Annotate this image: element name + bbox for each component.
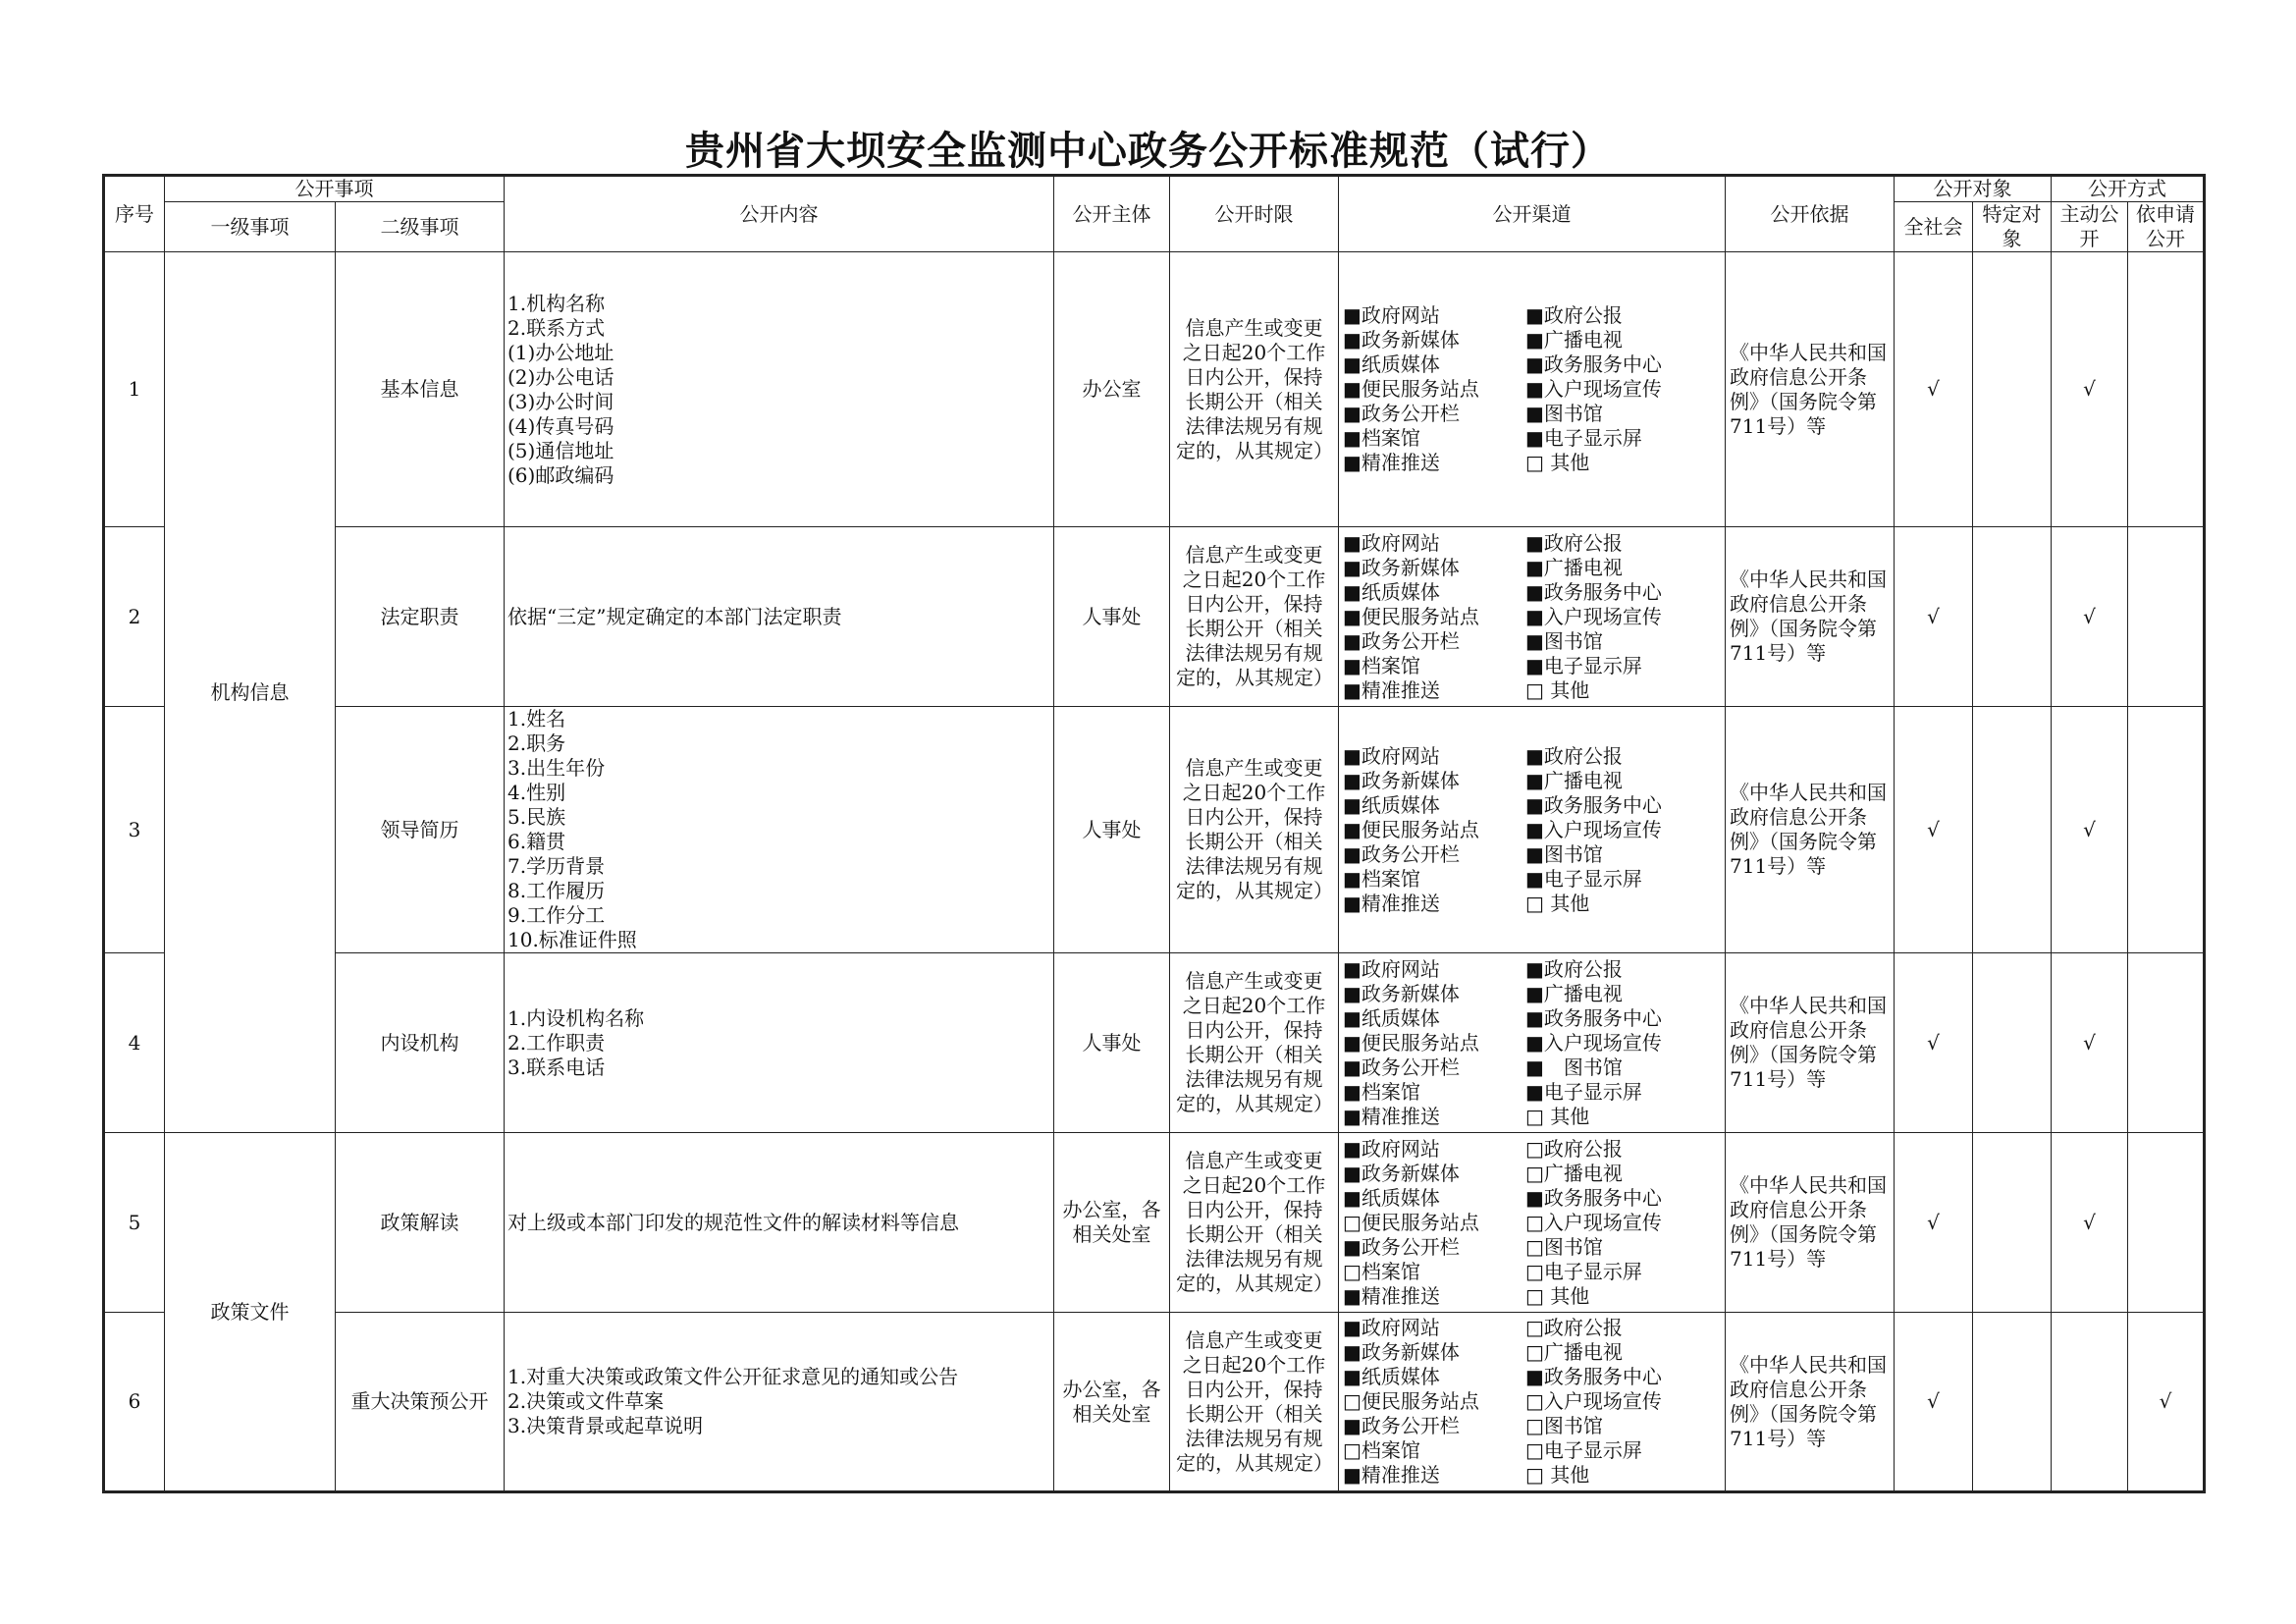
level2-item: 法定职责 (336, 527, 505, 707)
table-row (104, 953, 2205, 1133)
disclosure-basis: 《中华人民共和国政府信息公开条例》（国务院令第711号）等 (1726, 953, 1895, 1133)
channel-list (1339, 531, 1725, 703)
level2-item: 内设机构 (336, 953, 505, 1133)
content-line: 1.内设机构名称 (507, 1005, 645, 1030)
channel-item: ■精准推送 (1343, 1463, 1440, 1487)
channel-list (1339, 1316, 1725, 1488)
channel-item: ■政务服务中心 (1525, 1005, 1662, 1030)
channel-item: ■政府公报 (1525, 303, 1623, 327)
channel-item: ■便民服务站点 (1343, 604, 1479, 628)
channel-item: ■政府公报 (1525, 530, 1623, 555)
level1-category: 政策文件 (165, 1133, 336, 1492)
disclosure-subject: 人事处 (1054, 527, 1170, 707)
disclosure-basis: 《中华人民共和国政府信息公开条例》（国务院令第711号）等 (1726, 252, 1895, 527)
channel-item: ■广播电视 (1525, 555, 1623, 579)
channel-item: ■入户现场宣传 (1525, 604, 1662, 628)
disclosure-timing: 信息产生或变更之日起20个工作日内公开，保持长期公开（相关法律法规另有规定的，从其规定） (1170, 707, 1339, 953)
header-method-active: 主动公开 (2052, 202, 2128, 252)
header-method-apply: 依申请公开 (2128, 202, 2205, 252)
channel-item: ■精准推送 (1343, 1283, 1440, 1308)
content-line: 6.籍贯 (507, 830, 566, 853)
channel-item: □ 其他 (1525, 451, 1590, 474)
level2-item: 领导简历 (336, 707, 505, 953)
channel-item: ■政府网站 (1343, 743, 1440, 768)
channel-item: □广播电视 (1525, 1340, 1623, 1364)
channel-item: ■广播电视 (1525, 328, 1623, 352)
method-active-mark: √ (2052, 953, 2128, 1133)
disclosure-channels (1339, 252, 1726, 527)
disclosure-subject: 人事处 (1054, 953, 1170, 1133)
channel-item: ■政务服务中心 (1525, 1185, 1662, 1210)
disclosure-content (505, 252, 1054, 527)
target-all-mark: √ (1895, 527, 1973, 707)
table-row (104, 707, 2205, 953)
level2-item: 基本信息 (336, 252, 505, 527)
header-target-all: 全社会 (1895, 202, 1973, 252)
content-line: 2.工作职责 (507, 1030, 606, 1055)
channel-item: ■政务新媒体 (1343, 555, 1460, 579)
channel-item: ■政务新媒体 (1343, 981, 1460, 1005)
channel-item: ■档案馆 (1343, 653, 1420, 677)
header-content: 公开内容 (505, 176, 1054, 252)
content-line: (2)办公电话 (507, 364, 614, 389)
content-line: 1.机构名称 (507, 291, 606, 315)
channel-item: □政府公报 (1525, 1136, 1623, 1161)
page-title: 贵州省大坝安全监测中心政务公开标准规范（试行） (685, 129, 1611, 174)
channel-item: □ 其他 (1525, 1104, 1590, 1128)
channel-item: ■政府网站 (1343, 1316, 1440, 1339)
channel-item: ■纸质媒体 (1343, 352, 1440, 376)
row-seq: 2 (104, 527, 165, 707)
content-line: (3)办公时间 (507, 389, 614, 413)
channel-item: ■纸质媒体 (1343, 1005, 1440, 1030)
channel-item: □ 其他 (1525, 1283, 1590, 1308)
content-line: 2.职务 (507, 731, 566, 755)
target-specific-mark (1973, 527, 2052, 707)
channel-item: ■入户现场宣传 (1525, 817, 1662, 841)
row-seq: 1 (104, 252, 165, 527)
content-line: 对上级或本部门印发的规范性文件的解读材料等信息 (507, 1210, 959, 1234)
disclosure-subject: 人事处 (1054, 707, 1170, 953)
method-active-mark: √ (2052, 707, 2128, 953)
channel-item: ■政府公报 (1525, 956, 1623, 981)
disclosure-content (505, 1133, 1054, 1313)
channel-item: ■电子显示屏 (1525, 1079, 1642, 1104)
channel-item: ■政府网站 (1343, 956, 1440, 981)
disclosure-channels (1339, 1133, 1726, 1313)
channel-item: ■政务新媒体 (1343, 1161, 1460, 1185)
channel-item: ■档案馆 (1343, 426, 1420, 450)
table-row (104, 1133, 2205, 1313)
content-line: (6)邮政编码 (507, 462, 614, 487)
channel-item: □图书馆 (1525, 1234, 1603, 1259)
content-line: 4.性别 (507, 781, 566, 804)
header-timing: 公开时限 (1170, 176, 1339, 252)
content-line: 10.标准证件照 (507, 928, 637, 951)
channel-item: ■政务新媒体 (1343, 768, 1460, 792)
channel-item: ■便民服务站点 (1343, 377, 1479, 401)
channel-item: ■纸质媒体 (1343, 1185, 1440, 1210)
channel-item: ■政务公开栏 (1343, 628, 1460, 653)
level2-item: 重大决策预公开 (336, 1313, 505, 1492)
target-all-mark: √ (1895, 953, 1973, 1133)
content-line: 3.决策背景或起草说明 (507, 1414, 704, 1437)
channel-item: ■精准推送 (1343, 891, 1440, 915)
method-apply-mark (2128, 953, 2205, 1133)
target-all-mark: √ (1895, 1133, 1973, 1313)
content-line: 3.联系电话 (507, 1055, 606, 1079)
target-specific-mark (1973, 1133, 2052, 1313)
method-active-mark: √ (2052, 1133, 2128, 1313)
channel-item: ■入户现场宣传 (1525, 1030, 1662, 1055)
header-item-group: 公开事项 (165, 176, 505, 202)
method-apply-mark: √ (2128, 1313, 2205, 1492)
content-line: (1)办公地址 (507, 340, 614, 364)
channel-item: ■精准推送 (1343, 1104, 1440, 1128)
channel-list (1339, 303, 1725, 475)
table-header (104, 176, 2205, 252)
channel-item: □图书馆 (1525, 1414, 1603, 1437)
method-active-mark: √ (2052, 252, 2128, 527)
table-row (104, 1313, 2205, 1492)
channel-item: ■政务服务中心 (1525, 792, 1662, 817)
row-seq: 6 (104, 1313, 165, 1492)
disclosure-subject: 办公室 (1054, 252, 1170, 527)
disclosure-channels (1339, 1313, 1726, 1492)
disclosure-channels (1339, 527, 1726, 707)
method-apply-mark (2128, 252, 2205, 527)
row-seq: 4 (104, 953, 165, 1133)
header-method-group: 公开方式 (2052, 176, 2205, 202)
channel-item: ■广播电视 (1525, 768, 1623, 792)
content-line: 5.民族 (507, 805, 566, 829)
disclosure-basis: 《中华人民共和国政府信息公开条例》（国务院令第711号）等 (1726, 707, 1895, 953)
content-line: 依据“三定”规定确定的本部门法定职责 (507, 604, 842, 628)
channel-item: □ 其他 (1525, 1463, 1590, 1487)
disclosure-timing: 信息产生或变更之日起20个工作日内公开，保持长期公开（相关法律法规另有规定的，从其规定） (1170, 527, 1339, 707)
channel-item: ■政务服务中心 (1525, 352, 1662, 376)
method-apply-mark (2128, 1133, 2205, 1313)
channel-item: ■政务公开栏 (1343, 402, 1460, 425)
table-row (104, 252, 2205, 527)
channel-item: ■精准推送 (1343, 677, 1440, 702)
content-line: 1.姓名 (507, 707, 566, 731)
channel-item: □便民服务站点 (1343, 1210, 1479, 1234)
content-line: (5)通信地址 (507, 438, 614, 462)
channel-item: ■档案馆 (1343, 866, 1420, 891)
disclosure-timing: 信息产生或变更之日起20个工作日内公开，保持长期公开（相关法律法规另有规定的，从其规定） (1170, 1133, 1339, 1313)
disclosure-subject: 办公室，各相关处室 (1054, 1313, 1170, 1492)
disclosure-timing: 信息产生或变更之日起20个工作日内公开，保持长期公开（相关法律法规另有规定的，从其规定） (1170, 953, 1339, 1133)
channel-item: □档案馆 (1343, 1438, 1420, 1462)
channel-item: ■政务服务中心 (1525, 1365, 1662, 1388)
content-line: 8.工作履历 (507, 879, 606, 902)
disclosure-basis: 《中华人民共和国政府信息公开条例》（国务院令第711号）等 (1726, 1313, 1895, 1492)
disclosure-subject: 办公室，各相关处室 (1054, 1133, 1170, 1313)
channel-item: ■纸质媒体 (1343, 579, 1440, 604)
channel-item: ■政务新媒体 (1343, 1340, 1460, 1364)
header-seq: 序号 (104, 176, 165, 252)
disclosure-content (505, 527, 1054, 707)
channel-item: ■电子显示屏 (1525, 653, 1642, 677)
target-all-mark: √ (1895, 252, 1973, 527)
row-seq: 5 (104, 1133, 165, 1313)
row-seq: 3 (104, 707, 165, 953)
target-all-mark: √ (1895, 1313, 1973, 1492)
channel-item: ■政务公开栏 (1343, 1234, 1460, 1259)
channel-item: □入户现场宣传 (1525, 1389, 1662, 1413)
target-specific-mark (1973, 1313, 2052, 1492)
table-body (104, 252, 2205, 1492)
channel-item: ■便民服务站点 (1343, 817, 1479, 841)
channel-item: ■精准推送 (1343, 451, 1440, 474)
level2-item: 政策解读 (336, 1133, 505, 1313)
channel-item: ■电子显示屏 (1525, 426, 1642, 450)
disclosure-timing: 信息产生或变更之日起20个工作日内公开，保持长期公开（相关法律法规另有规定的，从其规定） (1170, 1313, 1339, 1492)
header-level1: 一级事项 (165, 202, 336, 252)
content-line: 2.决策或文件草案 (507, 1389, 665, 1413)
channel-item: ■政务服务中心 (1525, 579, 1662, 604)
channel-item: ■政务公开栏 (1343, 1055, 1460, 1079)
target-all-mark: √ (1895, 707, 1973, 953)
header-subject: 公开主体 (1054, 176, 1170, 252)
channel-item: ■电子显示屏 (1525, 866, 1642, 891)
content-line: 2.联系方式 (507, 315, 606, 340)
channel-item: □档案馆 (1343, 1259, 1420, 1283)
disclosure-channels (1339, 953, 1726, 1133)
channel-item: ■纸质媒体 (1343, 1365, 1440, 1388)
table-row (104, 527, 2205, 707)
content-line: (4)传真号码 (507, 413, 614, 438)
channel-item: □ 其他 (1525, 677, 1590, 702)
channel-item: □便民服务站点 (1343, 1389, 1479, 1413)
content-line: 3.出生年份 (507, 756, 606, 780)
channel-item: ■便民服务站点 (1343, 1030, 1479, 1055)
disclosure-standard-table (102, 174, 2206, 1493)
channel-item: ■政府网站 (1343, 1136, 1440, 1161)
channel-item: □ 其他 (1525, 891, 1590, 915)
target-specific-mark (1973, 707, 2052, 953)
channel-list (1339, 744, 1725, 916)
channel-item: ■图书馆 (1525, 402, 1603, 425)
target-specific-mark (1973, 252, 2052, 527)
channel-item: □电子显示屏 (1525, 1259, 1642, 1283)
channel-item: ■ 图书馆 (1525, 1055, 1623, 1079)
channel-item: □政府公报 (1525, 1316, 1623, 1339)
target-specific-mark (1973, 953, 2052, 1133)
content-line: 1.对重大决策或政策文件公开征求意见的通知或公告 (507, 1365, 959, 1388)
channel-item: □电子显示屏 (1525, 1438, 1642, 1462)
header-target-group: 公开对象 (1895, 176, 2052, 202)
channel-item: ■政务公开栏 (1343, 1414, 1460, 1437)
method-apply-mark (2128, 707, 2205, 953)
disclosure-basis: 《中华人民共和国政府信息公开条例》（国务院令第711号）等 (1726, 527, 1895, 707)
header-level2: 二级事项 (336, 202, 505, 252)
disclosure-channels (1339, 707, 1726, 953)
channel-list (1339, 1137, 1725, 1309)
content-line: 9.工作分工 (507, 903, 606, 927)
level1-category: 机构信息 (165, 252, 336, 1133)
disclosure-content (505, 1313, 1054, 1492)
channel-item: ■政府公报 (1525, 743, 1623, 768)
header-target-specific: 特定对象 (1973, 202, 2052, 252)
channel-list (1339, 957, 1725, 1129)
method-apply-mark (2128, 527, 2205, 707)
channel-item: ■档案馆 (1343, 1079, 1420, 1104)
channel-item: ■政府网站 (1343, 303, 1440, 327)
channel-item: □广播电视 (1525, 1161, 1623, 1185)
disclosure-content (505, 707, 1054, 953)
channel-item: ■图书馆 (1525, 628, 1603, 653)
disclosure-content (505, 953, 1054, 1133)
channel-item: ■政府网站 (1343, 530, 1440, 555)
header-channels: 公开渠道 (1339, 176, 1726, 252)
channel-item: ■纸质媒体 (1343, 792, 1440, 817)
channel-item: ■图书馆 (1525, 841, 1603, 866)
channel-item: ■政务新媒体 (1343, 328, 1460, 352)
channel-item: □入户现场宣传 (1525, 1210, 1662, 1234)
disclosure-timing: 信息产生或变更之日起20个工作日内公开，保持长期公开（相关法律法规另有规定的，从其规定） (1170, 252, 1339, 527)
content-line: 7.学历背景 (507, 854, 606, 878)
header-basis: 公开依据 (1726, 176, 1895, 252)
disclosure-basis: 《中华人民共和国政府信息公开条例》（国务院令第711号）等 (1726, 1133, 1895, 1313)
channel-item: ■政务公开栏 (1343, 841, 1460, 866)
channel-item: ■入户现场宣传 (1525, 377, 1662, 401)
method-active-mark: √ (2052, 527, 2128, 707)
channel-item: ■广播电视 (1525, 981, 1623, 1005)
method-active-mark (2052, 1313, 2128, 1492)
